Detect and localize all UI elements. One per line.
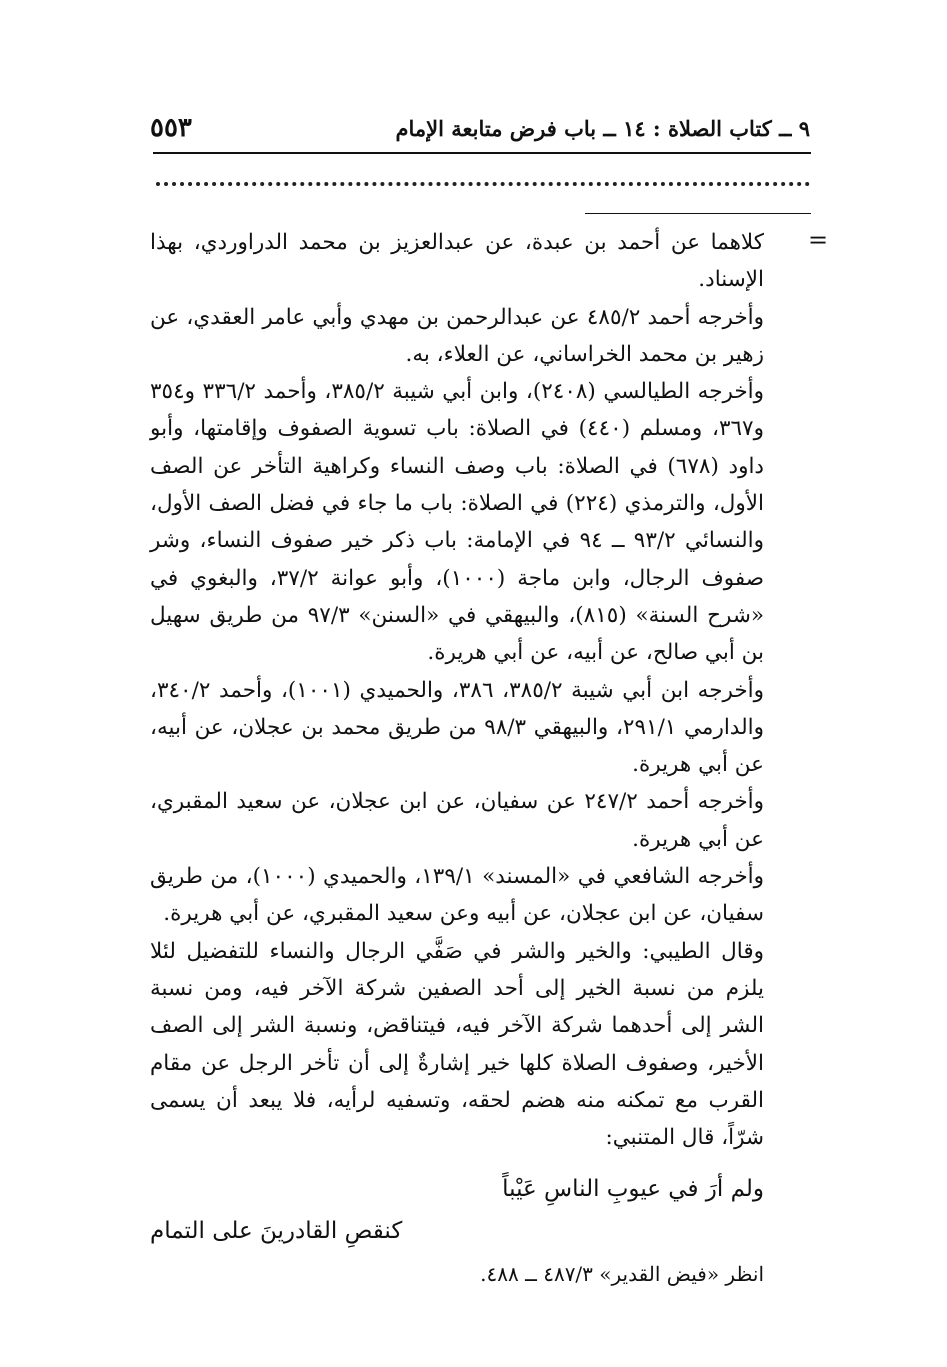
page-number: ٥٥٣	[150, 113, 192, 143]
paragraph-7: وقال الطيبي: والخير والشر في صَفَّي الرجال والنساء للتفضيل لئلا يلزم من نسبة الخير إلى أحد الصفين شركة الآخر فيه، ومن نسبة الشر إلى أحدهما شركة الآخر فيه، فيتناقض، ونسبة الشر إلى الصف الأخير، وصفوف الصلاة كلها خير إشارةٌ إلى أن تأخر الرجل عن مقام القرب مع تمكنه منه هضم لحقه، وتسفيه لرأيه، فلا يبعد أن يسمى شرّاً، قال المتنبي:	[150, 938, 764, 1151]
continuation-mark: =	[808, 226, 829, 254]
footnote-body	[150, 224, 764, 1156]
chapter-title: ٩ ــ كتاب الصلاة : ١٤ ــ باب فرض متابعة الإمام	[395, 115, 810, 141]
verse-second-hemistich: كنقصِ القادرينَ على التمام	[150, 1218, 403, 1244]
running-header	[150, 108, 810, 148]
footnote-rule	[585, 213, 811, 214]
header-rule	[153, 152, 811, 154]
paragraph-3: وأخرجه الطيالسي (٢٤٠٨)، وابن أبي شيبة ٣٨٥/٢، وأحمد ٣٣٦/٢ و٣٥٤ و٣٦٧، ومسلم (٤٤٠) في الصلاة: باب تسوية الصفوف وإقامتها، وأبو داود (٦٧٨) في الصلاة: باب وصف النساء وكراهية التأخر عن الصف الأول، والترمذي (٢٢٤) في الصلاة: باب ما جاء في فضل الصف الأول، والنسائي ٩٣/٢ ــ ٩٤ في الإمامة: باب ذكر خير صفوف النساء، وشر صفوف الرجال، وابن ماجة (١٠٠٠)، وأبو عوانة ٣٧/٢، والبغوي في «شرح السنة» (٨١٥)، والبيهقي في «السنن» ٩٧/٣ من طريق سهيل بن أبي صالح، عن أبيه، عن أبي هريرة.	[150, 379, 765, 666]
paragraph-2: وأخرجه أحمد ٤٨٥/٢ عن عبدالرحمن بن مهدي وأبي عامر العقدي، عن زهير بن محمد الخراساني، عن العلاء، به.	[150, 304, 764, 367]
paragraph-6: وأخرجه الشافعي في «المسند» ١٣٩/١، والحميدي (١٠٠٠)، من طريق سفيان، عن ابن عجلان، عن أبيه وعن سعيد المقبري، عن أبي هريرة.	[150, 864, 764, 927]
dotted-separator	[156, 182, 810, 186]
paragraph-5: وأخرجه أحمد ٢٤٧/٢ عن سفيان، عن ابن عجلان، عن سعيد المقبري، عن أبي هريرة.	[150, 789, 764, 852]
verse-first-hemistich: ولم أرَ في عيوبِ الناسِ عَيْباً	[502, 1176, 764, 1202]
paragraph-4: وأخرجه ابن أبي شيبة ٣٨٥/٢، ٣٨٦، والحميدي (١٠٠١)، وأحمد ٣٤٠/٢، والدارمي ٢٩١/١، والبيهقي ٩٨/٣ من طريق محمد بن عجلان، عن أبيه، عن أبي هريرة.	[150, 677, 765, 778]
reference-line: انظر «فيض القدير» ٤٨٧/٣ ــ ٤٨٨.	[480, 1262, 764, 1286]
paragraph-1: كلاهما عن أحمد بن عبدة، عن عبدالعزيز بن محمد الدراوردي، بهذا الإسناد.	[150, 230, 764, 293]
